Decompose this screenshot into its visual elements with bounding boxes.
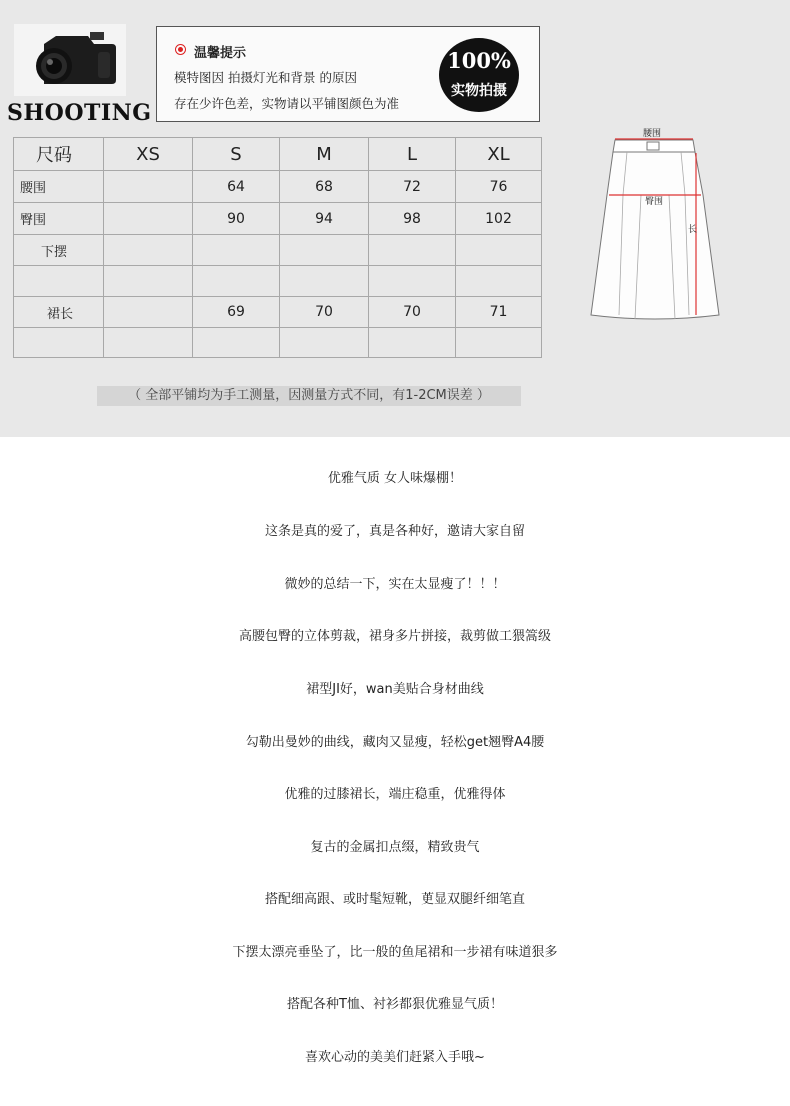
table-cell: 64 <box>193 171 280 203</box>
size-header-cell: 尺码 <box>14 138 104 171</box>
size-header-cell: L <box>369 138 456 171</box>
size-header-cell: M <box>280 138 369 171</box>
table-cell <box>280 328 369 358</box>
table-cell <box>456 328 542 358</box>
table-cell <box>456 235 542 266</box>
table-cell <box>104 171 193 203</box>
table-cell <box>280 266 369 297</box>
table-row <box>14 235 542 266</box>
table-cell <box>369 266 456 297</box>
hip-label: 臀围 <box>645 197 664 207</box>
notice-box <box>156 26 540 122</box>
size-table-header <box>14 138 542 171</box>
table-cell: 68 <box>280 171 369 203</box>
table-cell <box>104 235 193 266</box>
table-cell <box>193 328 280 358</box>
description-line: 搭配细高跟、或时髦短靴，茰显双腿纤细笔直 <box>264 892 525 907</box>
table-cell: 76 <box>456 171 542 203</box>
camera-photo <box>14 24 126 96</box>
description-line: 勾勒出曼妙的曲线，藏肉又显瘦，轻松get翘臀A4腰 <box>245 735 545 750</box>
table-cell <box>193 266 280 297</box>
notice-line-2: 存在少许色差，实物请以平铺图颜色为准 <box>174 96 400 111</box>
size-header-cell: S <box>193 138 280 171</box>
table-row <box>14 171 542 203</box>
table-cell: 94 <box>280 203 369 235</box>
size-header-cell: XL <box>456 138 542 171</box>
row-label: 裙长 <box>14 297 104 328</box>
notice-line-1: 模特图因 拍摄灯光和背景 的原因 <box>174 70 357 85</box>
table-cell: 69 <box>193 297 280 328</box>
description-line: 优雅气质 女人味爆棚！ <box>327 471 463 486</box>
shooting-label: SHOOTING <box>7 100 152 126</box>
table-row <box>14 266 542 297</box>
table-cell <box>369 235 456 266</box>
table-cell <box>369 328 456 358</box>
table-cell: 98 <box>369 203 456 235</box>
table-cell <box>104 328 193 358</box>
table-cell <box>193 235 280 266</box>
row-label: 腰围 <box>14 171 104 203</box>
table-cell <box>456 266 542 297</box>
table-row <box>14 328 542 358</box>
table-cell <box>280 235 369 266</box>
row-label <box>14 266 104 297</box>
real-photo-seal <box>439 38 519 112</box>
measurement-note: （ 全部平铺均为手工测量，因测量方式不同，有1-2CM误差 ） <box>97 386 521 406</box>
table-row <box>14 297 542 328</box>
skirt-measurement-diagram <box>585 125 725 325</box>
description-line: 优雅的过膝裙长，端庄稳重，优雅得体 <box>284 787 506 802</box>
row-label <box>14 328 104 358</box>
table-cell: 71 <box>456 297 542 328</box>
table-cell <box>104 266 193 297</box>
length-label: 长 <box>688 225 698 235</box>
description-line: 微妙的总结一下，实在太显瘦了！！！ <box>284 577 506 592</box>
table-cell <box>104 297 193 328</box>
description-line: 喜欢心动的美美们赶紧入手哦~ <box>305 1050 485 1065</box>
table-cell: 90 <box>193 203 280 235</box>
description-line: 高腰包臀的立体剪裁，裙身多片拼接，裁剪做工猥篙级 <box>238 629 551 644</box>
notice-icon <box>175 44 186 55</box>
notice-title: 温馨提示 <box>194 46 247 61</box>
size-info-panel <box>0 0 790 437</box>
table-row <box>14 203 542 235</box>
description-line: 裙型JI好，wan美贴合身材曲线 <box>306 682 484 697</box>
description-line: 复古的金属扣点缀，精致贵气 <box>310 840 480 855</box>
table-cell <box>104 203 193 235</box>
seal-percent: 100% <box>447 48 511 73</box>
size-header-cell: XS <box>104 138 193 171</box>
seal-text: 实物拍摄 <box>451 83 507 99</box>
waist-label: 腰围 <box>643 129 662 139</box>
row-label: 臀围 <box>14 203 104 235</box>
description-line: 搭配各种T恤、衬衫都狠优雅显气质！ <box>287 997 503 1012</box>
description-line: 这条是真的爱了，真是各种好，邀请大家自留 <box>264 524 525 539</box>
table-cell: 72 <box>369 171 456 203</box>
table-cell: 70 <box>280 297 369 328</box>
table-cell: 102 <box>456 203 542 235</box>
row-label: 下摆 <box>14 235 104 266</box>
table-cell: 70 <box>369 297 456 328</box>
size-table <box>13 137 542 358</box>
description-line: 下摆太漂亮垂坠了，比一般的鱼尾裙和一步裙有味道狠多 <box>232 945 558 960</box>
